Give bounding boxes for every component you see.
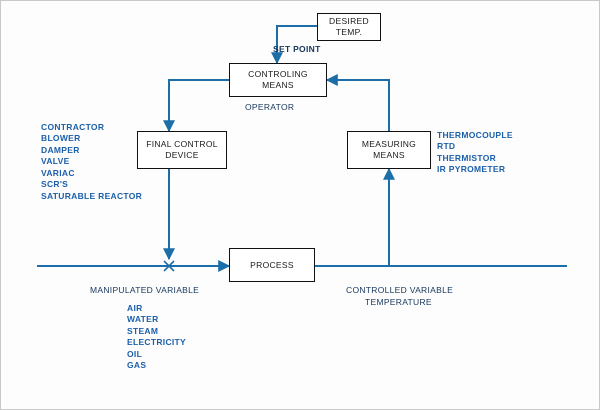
box-measuring-means[interactable] [347, 131, 431, 169]
box-measuring-means-line-2: MEANS [373, 150, 405, 160]
box-final-control-device-line-2: DEVICE [165, 150, 199, 160]
box-process[interactable] [229, 248, 315, 282]
list-item: STEAM [127, 325, 159, 336]
list-item: IR PYROMETER [437, 164, 506, 175]
list-item: ELECTRICITY [127, 337, 187, 348]
manipulated-variable-examples-list [127, 303, 186, 372]
box-controlling-means-line-1: CONTROLING [248, 69, 308, 80]
list-item: CONTRACTOR [41, 122, 105, 132]
box-controlling-means[interactable] [229, 63, 327, 97]
list-item: OIL [127, 348, 143, 359]
list-item: GAS [127, 360, 147, 371]
box-final-control-device-line-1: FINAL CONTROL [146, 139, 218, 150]
final-control-device-examples-list [41, 122, 142, 202]
line-measuring-means-to-controlling-means [327, 80, 389, 131]
list-item: WATER [127, 314, 159, 325]
box-controlling-means-line-2: MEANS [262, 80, 294, 90]
line-controlling-means-to-final-control-device [169, 80, 229, 131]
measuring-means-examples-list [437, 130, 513, 176]
label-controlled-variable: CONTROLLED VARIABLE [346, 285, 454, 295]
list-item: THERMOCOUPLE [437, 130, 513, 140]
list-item: BLOWER [41, 133, 81, 144]
label-manipulated-variable: MANIPULATED VARIABLE [90, 285, 200, 295]
box-final-control-device[interactable] [137, 131, 227, 169]
label-temperature: TEMPERATURE [365, 297, 432, 307]
list-item: SATURABLE REACTOR [41, 190, 143, 201]
list-item: AIR [127, 303, 143, 313]
box-desired-temp[interactable] [317, 13, 381, 41]
box-desired-temp-line-1: DESIRED [329, 16, 369, 27]
list-item: SCR'S [41, 179, 69, 190]
list-item: VALVE [41, 156, 70, 167]
list-item: VARIAC [41, 167, 75, 178]
box-measuring-means-line-1: MEASURING [361, 139, 417, 150]
box-process-line-1: PROCESS [250, 259, 294, 270]
list-item: THERMISTOR [437, 152, 497, 163]
label-set-point: SET POINT [273, 44, 321, 54]
label-operator: OPERATOR [245, 102, 295, 112]
box-desired-temp-line-2: TEMP. [335, 27, 363, 37]
list-item: RTD [437, 141, 456, 152]
list-item: DAMPER [41, 144, 80, 155]
